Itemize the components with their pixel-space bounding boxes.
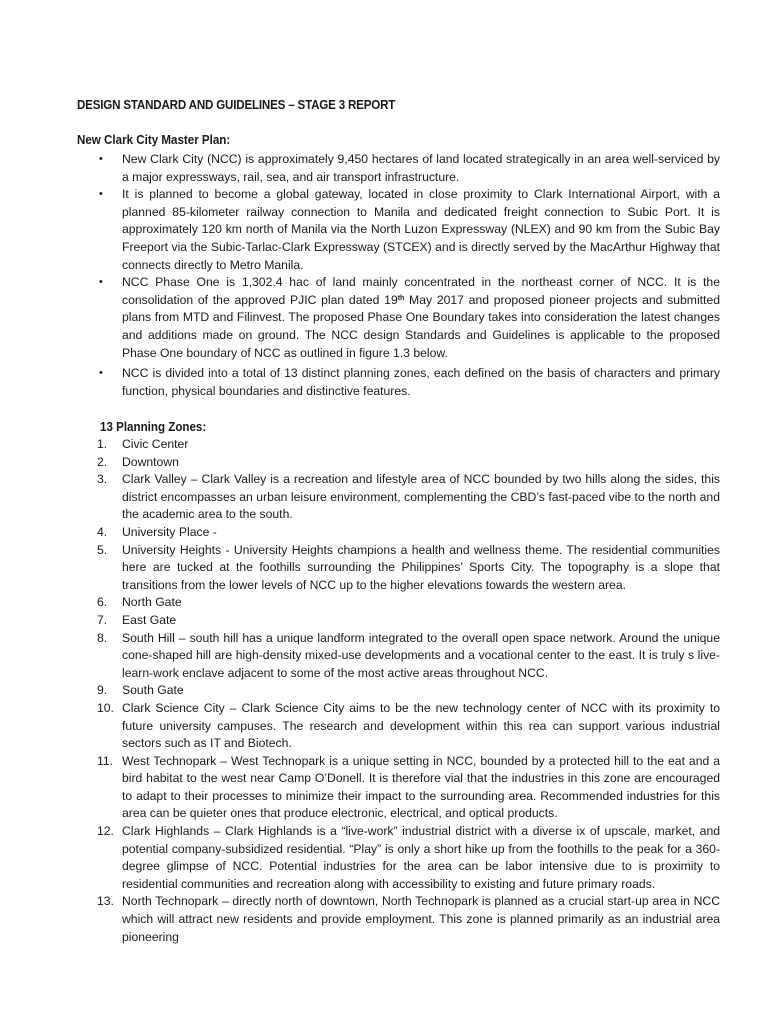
bullet-item bbox=[97, 274, 720, 362]
ordinal-suffix: th bbox=[397, 294, 405, 302]
zone-number: 4. bbox=[97, 524, 108, 539]
zone-number: 8. bbox=[97, 630, 108, 645]
zone-text: Civic Center bbox=[122, 437, 189, 451]
bullet-text: NCC is divided into a total of 13 distinct planning zones, each defined on the basis of characters and primary function, physical boundaries and distinctive features. bbox=[122, 366, 720, 398]
bullet-icon: • bbox=[99, 188, 103, 201]
zone-text: North Technopark – directly north of downtown, North Technopark is planned as a crucial start-up area in NCC which will attract new residents and provide employment. This zone is planned primarily as an industrial area pioneering bbox=[122, 894, 720, 944]
bullet-text: It is planned to become a global gateway, located in close proximity to Clark International Airport, with a planned 85-kilometer railway connection to Manila and dedicated freight connection to Subic Port. It is approximately 120 km north of Manila via the North Luzon Expressway (NLEX) and 90 km from the Subic Bay Freeport via the Subic-Tarlac-Clark Expressway (STCEX) and is directly served by the MacArthur Highway that connects directly to Metro Manila. bbox=[122, 187, 720, 272]
bullet-item bbox=[97, 151, 720, 186]
zone-number: 2. bbox=[97, 454, 108, 469]
zone-number: 13. bbox=[97, 894, 114, 909]
zone-item bbox=[97, 454, 720, 472]
zone-number: 11. bbox=[97, 753, 114, 768]
zone-item bbox=[97, 524, 720, 542]
zone-text: West Technopark – West Technopark is a unique setting in NCC, bounded by a protected hill to the eat and a bird habitat to the west near Camp O’Donell. It is therefore vial that the industries in this zone are encouraged to adapt to their processes to minimize their impact to the surrounding area. Recommended industries for this area can be quieter ones that produce electronic, electrical, and optical products. bbox=[122, 753, 720, 821]
zone-text: University Heights - University Heights champions a health and wellness theme. The residential communities here are tucked at the foothills surrounding the Philippines’ Sports City. The topography is a slope that transitions from the lower levels of NCC up to the higher elevations towards the western area. bbox=[122, 542, 720, 592]
zone-item bbox=[97, 700, 720, 753]
zone-number: 10. bbox=[97, 700, 114, 715]
zone-item bbox=[97, 594, 720, 612]
planning-zones-heading: 13 Planning Zones: bbox=[100, 420, 207, 434]
zone-item bbox=[97, 893, 720, 946]
zone-number: 9. bbox=[97, 683, 108, 698]
zone-item bbox=[97, 612, 720, 630]
zone-number: 12. bbox=[97, 824, 114, 839]
zone-item bbox=[97, 471, 720, 524]
zone-text: University Place - bbox=[122, 524, 217, 539]
zone-number: 3. bbox=[97, 472, 108, 487]
zone-number: 7. bbox=[97, 612, 108, 627]
zone-item bbox=[97, 682, 720, 700]
zone-text: North Gate bbox=[122, 595, 182, 610]
zone-text: South Hill – south hill has a unique landform integrated to the overall open space network. Around the unique cone-shaped hill are high-density mixed-use developments and a vocational center to the east. It is truly s live-learn-work enclave adjacent to some of the most active areas throughout NCC. bbox=[122, 630, 720, 680]
bullet-icon: • bbox=[99, 276, 103, 289]
bullet-text-part: May 2017 and proposed pioneer projects and submitted plans from MTD and Filinvest. The proposed Phase One Boundary takes into consideration the latest changes and additions made on ground. The NCC design Standards and Guidelines is applicable to the proposed Phase One boundary of NCC as outlined in figure 1.3 below. bbox=[122, 292, 720, 360]
zone-text: Downtown bbox=[122, 454, 179, 469]
zone-item bbox=[97, 823, 720, 893]
master-plan-bullets bbox=[97, 151, 720, 362]
report-title: DESIGN STANDARD AND GUIDELINES – STAGE 3 REPORT bbox=[77, 98, 396, 112]
zone-number: 5. bbox=[97, 542, 108, 557]
zone-item bbox=[97, 436, 720, 454]
zone-item bbox=[97, 630, 720, 683]
bullet-icon: • bbox=[99, 153, 103, 165]
zone-text: Clark Highlands – Clark Highlands is a “live-work” industrial district with a diverse ix of upscale, market, and potential company-subsidized residential. “Play” is only a short hike up from the foothills to the peak for a 360-degree glimpse of NCC. Potential industries for the area can be labor intensive due to is proximity to residential communities and recreation along with accessibility to existing and future primary roads. bbox=[122, 824, 720, 891]
zones-intro-bullet bbox=[97, 365, 720, 400]
bullet-text bbox=[122, 275, 720, 359]
bullet-icon: • bbox=[99, 367, 103, 379]
zone-text: East Gate bbox=[122, 612, 177, 627]
bullet-item bbox=[97, 365, 720, 400]
zone-text: Clark Valley – Clark Valley is a recreation and lifestyle area of NCC bounded by two hills along the sides, this district encompasses an urban leisure environment, complementing the CBD’s fast-paced vibe to the north and the academic area to the south. bbox=[122, 472, 720, 522]
bullet-text-part: NCC Phase One is 1,302.4 hac of land mainly concentrated in the northeast corner of NCC. It is the consolidation of the approved PJIC plan dated 19 bbox=[122, 275, 720, 307]
planning-zones-list bbox=[97, 436, 720, 946]
master-plan-heading: New Clark City Master Plan: bbox=[77, 133, 231, 147]
zone-item bbox=[97, 753, 720, 823]
zone-text: South Gate bbox=[122, 683, 184, 698]
zone-text: Clark Science City – Clark Science City aims to be the new technology center of NCC with its proximity to future university campuses. The research and development within this rea can support various industrial sectors such as IT and Biotech. bbox=[122, 700, 720, 751]
bullet-item bbox=[97, 186, 720, 274]
bullet-text: New Clark City (NCC) is approximately 9,450 hectares of land located strategically in an area well-serviced by a major expressways, rail, sea, and air transport infrastructure. bbox=[122, 152, 720, 184]
zone-number: 1. bbox=[97, 437, 108, 451]
zone-item bbox=[97, 542, 720, 595]
zone-number: 6. bbox=[97, 595, 108, 610]
